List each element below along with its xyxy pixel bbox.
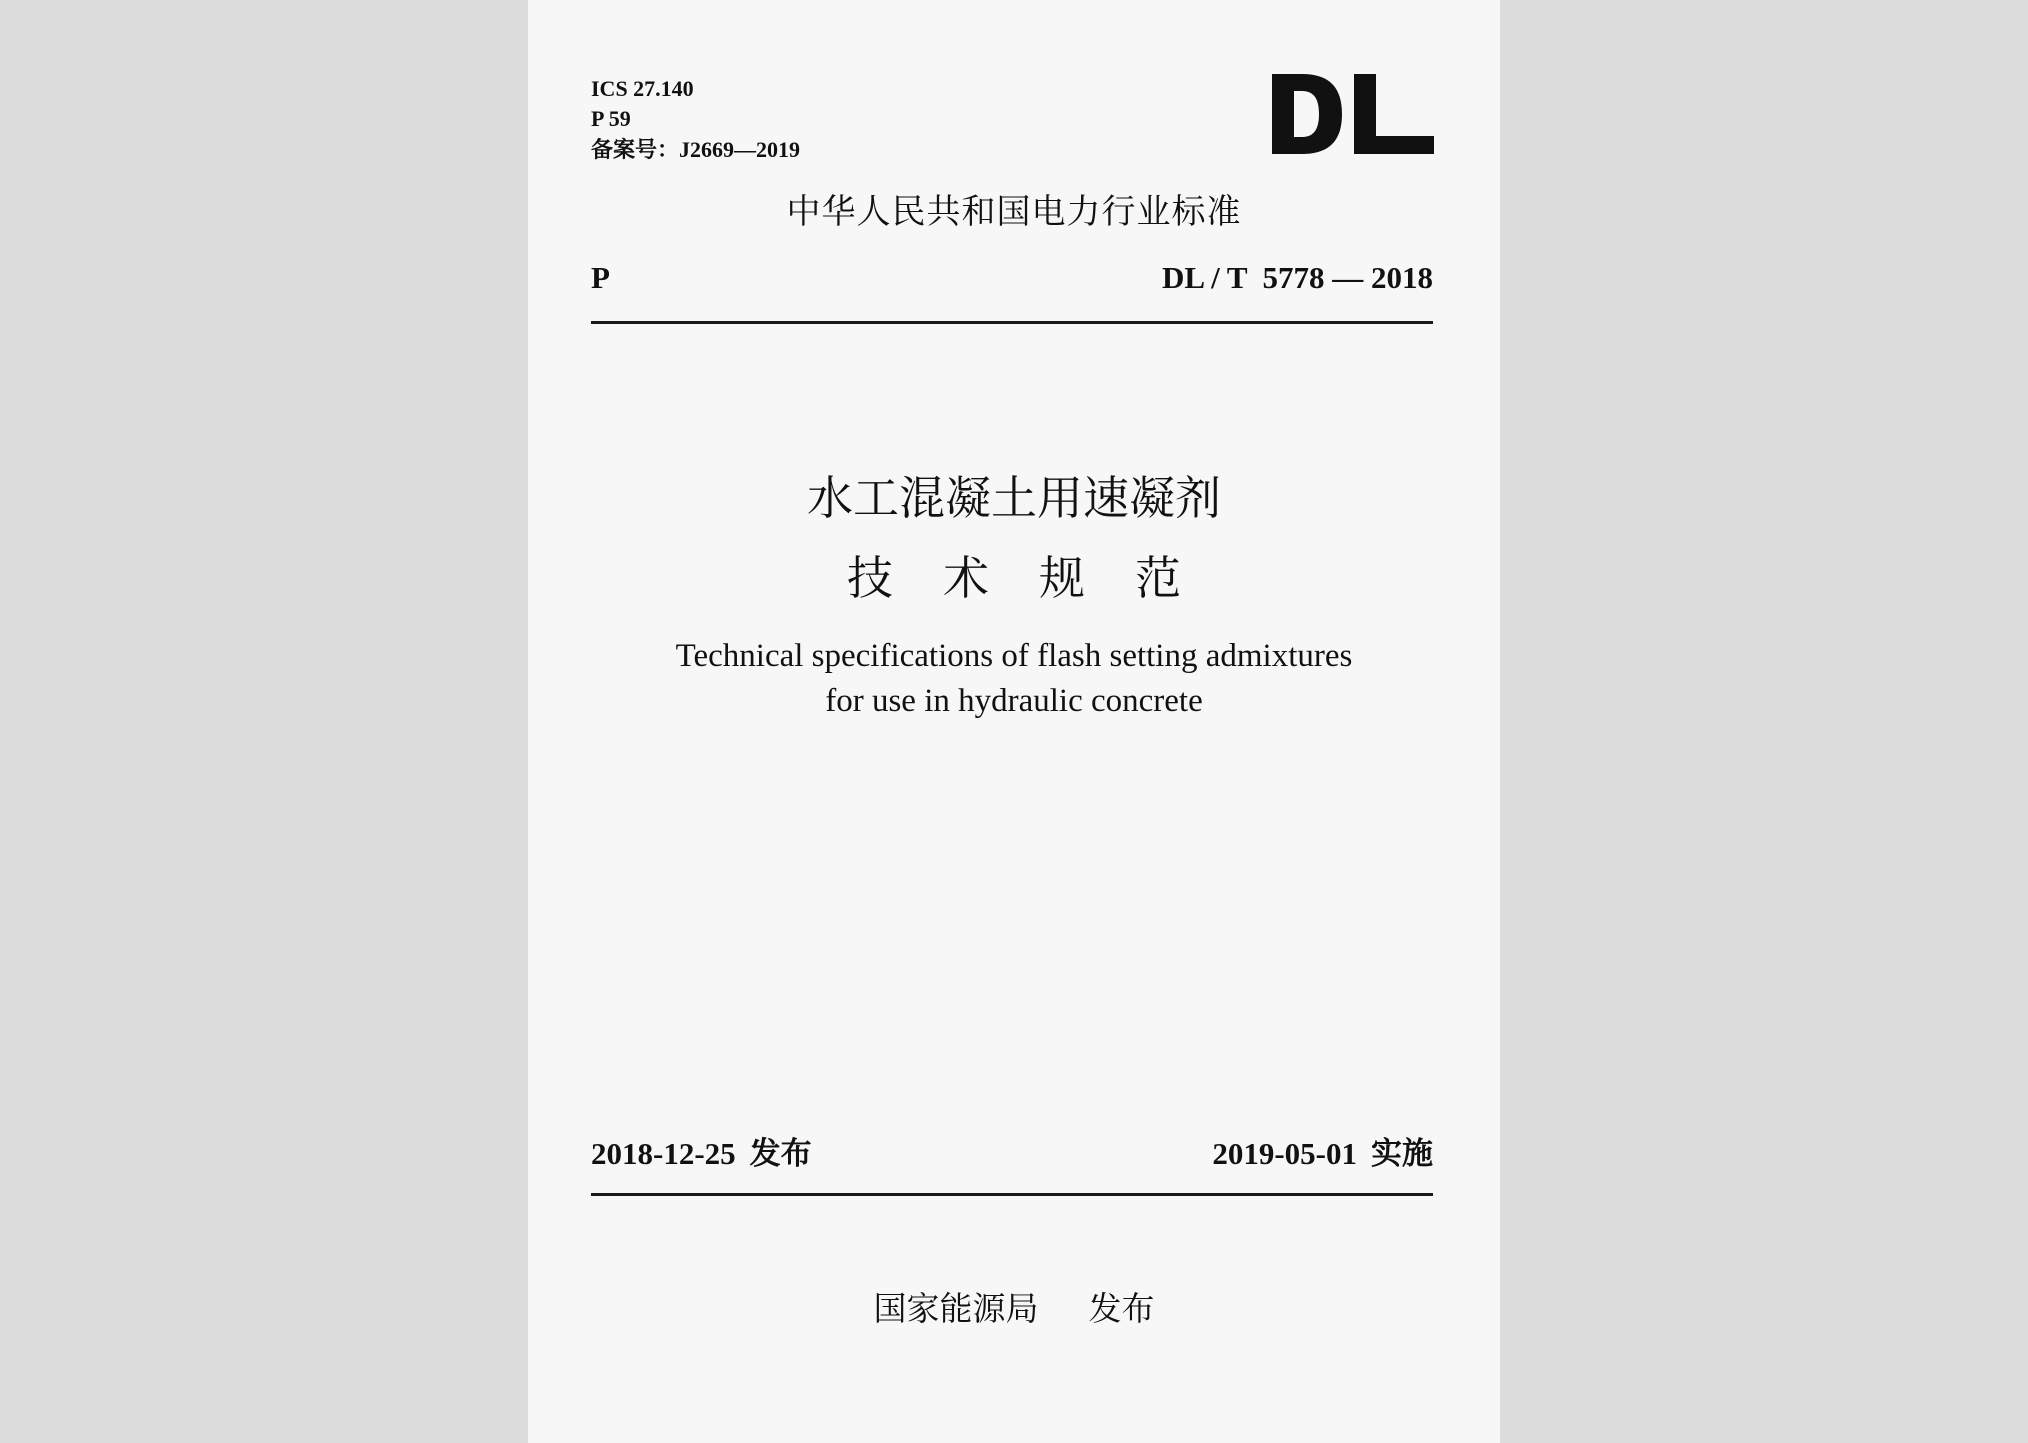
publisher-label: 发布 — [1088, 1289, 1155, 1328]
category-letter: P — [591, 260, 610, 295]
industry-standard-heading: 中华人民共和国电力行业标准 — [786, 192, 1242, 232]
standard-number: DL / T 5778 — 2018 — [1161, 260, 1433, 295]
publisher-line — [528, 1287, 1500, 1331]
implementation-label: 实施 — [1371, 1136, 1433, 1172]
header-divider — [591, 321, 1433, 324]
publisher-name: 国家能源局 — [873, 1289, 1039, 1328]
title-chinese-line-1: 水工混凝土用速凝剂 — [807, 471, 1221, 525]
ics-code: ICS 27.140 — [591, 76, 694, 101]
footer-divider — [591, 1193, 1433, 1196]
dl-logo-graphic — [1272, 74, 1434, 154]
title-chinese-line-2: 技术规范 — [847, 551, 1231, 605]
implementation-date: 2019-05-01 — [1212, 1136, 1357, 1171]
issue-date-block — [591, 1132, 812, 1176]
title-english-line-2: for use in hydraulic concrete — [825, 683, 1203, 719]
filing-number: 备案号：J2669—2019 — [591, 137, 801, 162]
issue-label: 发布 — [749, 1136, 812, 1172]
issue-date: 2018-12-25 — [591, 1136, 736, 1171]
document-cover-page — [528, 0, 1500, 1443]
classification-code: P 59 — [591, 106, 631, 131]
title-english-line-1: Technical specifications of flash setting admixtures — [675, 638, 1353, 674]
dl-logo — [1272, 74, 1434, 154]
implementation-date-block — [1212, 1132, 1433, 1176]
